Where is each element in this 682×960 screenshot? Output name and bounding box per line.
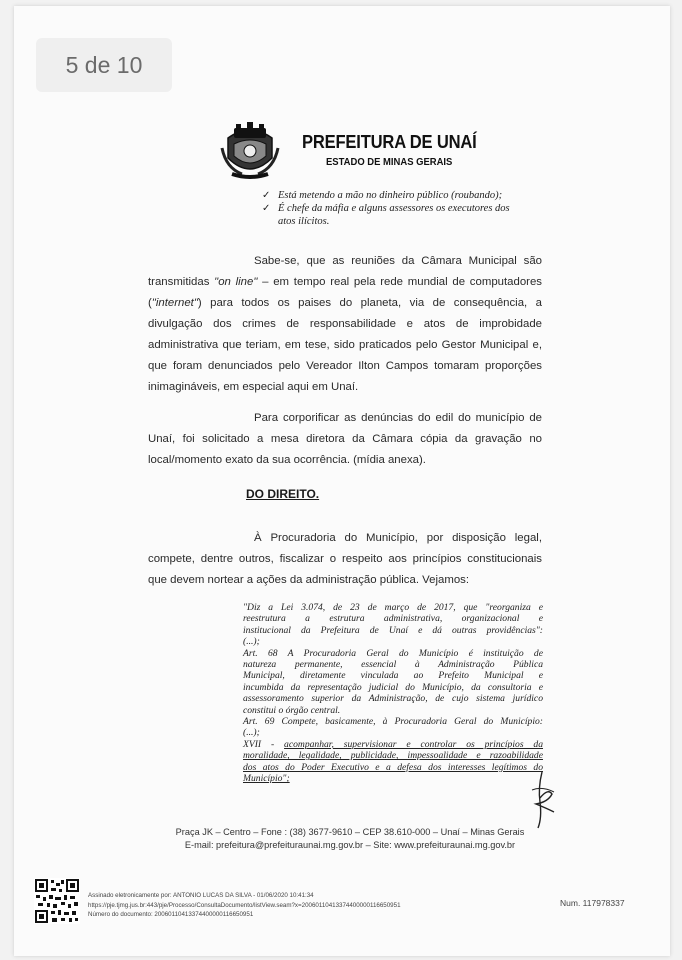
list-item: ✓ É chefe da máfia e alguns assessores os executores dos atos ilícitos. [262,203,510,227]
paragraph-procuradoria: À Procuradoria do Município, por disposição legal, compete, dentre outros, fiscalizar o respeito aos princípios constitucionais que devem nortear a ações da administração pública. Vejamos: [148,532,542,586]
checkmark-icon: ✓ [262,203,271,214]
paragraph-transmission: Sabe-se, que as reuniões da Câmara Municipal são transmitidas "on line" – em tempo real pela rede mundial de computadores ("internet") para todos os paises do planeta, via de consequência, a divulgação dos crimes de responsabilidade e atos de improbidade administrativa que teriam, em tese, sido praticados pelo Gestor Municipal e, que foram denunciados pelo Vereador Ilton Campos tomaram proporções inimagináveis, em especial aqui em Unaí. [148,255,542,393]
law-quote: "Diz a Lei 3.074, de 23 de março de 2017, que "reorganiza e reestrutura a estrutura administrativa, organizacional e institucional da Prefeitura de Unaí e dá outras providências": (...); Art. 68 A Procuradoria Geral do Município é instituição de natureza permanente, essencial à Administração Pública Municipal, diretamente vinculada ao Prefeito Municipal e incumbida da representação judicial do Município, da consultoria e assessoramento superior da Administração, de cujo sistema jurídico constitui o órgão central. Art. 69 Compete, basicamente, à Procuradoria Geral do Município: (...); XVII - acompanhar, supervisionar e controlar os princípios da moralidade, legalidade, publicidade, impessoalidade e razoabilidade dos atos do Poder Executivo e a defesa dos interesses legítimos do Município"; [243,602,544,785]
document-num-label: Num. 117978337 [560,898,625,908]
accusation-list [262,189,562,228]
checkmark-icon: ✓ [262,190,271,201]
municipal-crest-icon [218,118,282,182]
paragraph-evidence: Para corporificar as denúncias do edil do município de Unaí, foi solicitado a mesa diretora da Câmara cópia da gravação no local/momento exato da sua ocorrência. (mídia anexa). [148,412,542,466]
page-counter: 5 de 10 [36,38,172,92]
org-state: ESTADO DE MINAS GERAIS [326,155,453,168]
letterhead-footer: Praça JK – Centro – Fone : (38) 3677-9610 – CEP 38.610-000 – Unaí – Minas Gerais E-mail: prefeitura@prefeituraunai.mg.gov.br – Site: www.prefeituraunai.mg.gov.br [175,827,525,850]
list-item: ✓ Está metendo a mão no dinheiro público (roubando); [262,190,503,201]
section-title: DO DIREITO. [246,487,320,501]
org-name: PREFEITURA DE UNAÍ [302,131,477,152]
letterhead [218,118,492,182]
electronic-signature-info: Assinado eletronicamente por: ANTONIO LUCAS DA SILVA - 01/06/2020 10:41:34 https://pje.tjmg.jus.br:443/pje/Processo/ConsultaDocumento/listView.seam?x=20060110413374400000116650951 Número do documento: 20060110413374400000116650951 [88,892,401,918]
handwritten-signature [528,768,558,832]
qr-code-icon [34,878,80,924]
